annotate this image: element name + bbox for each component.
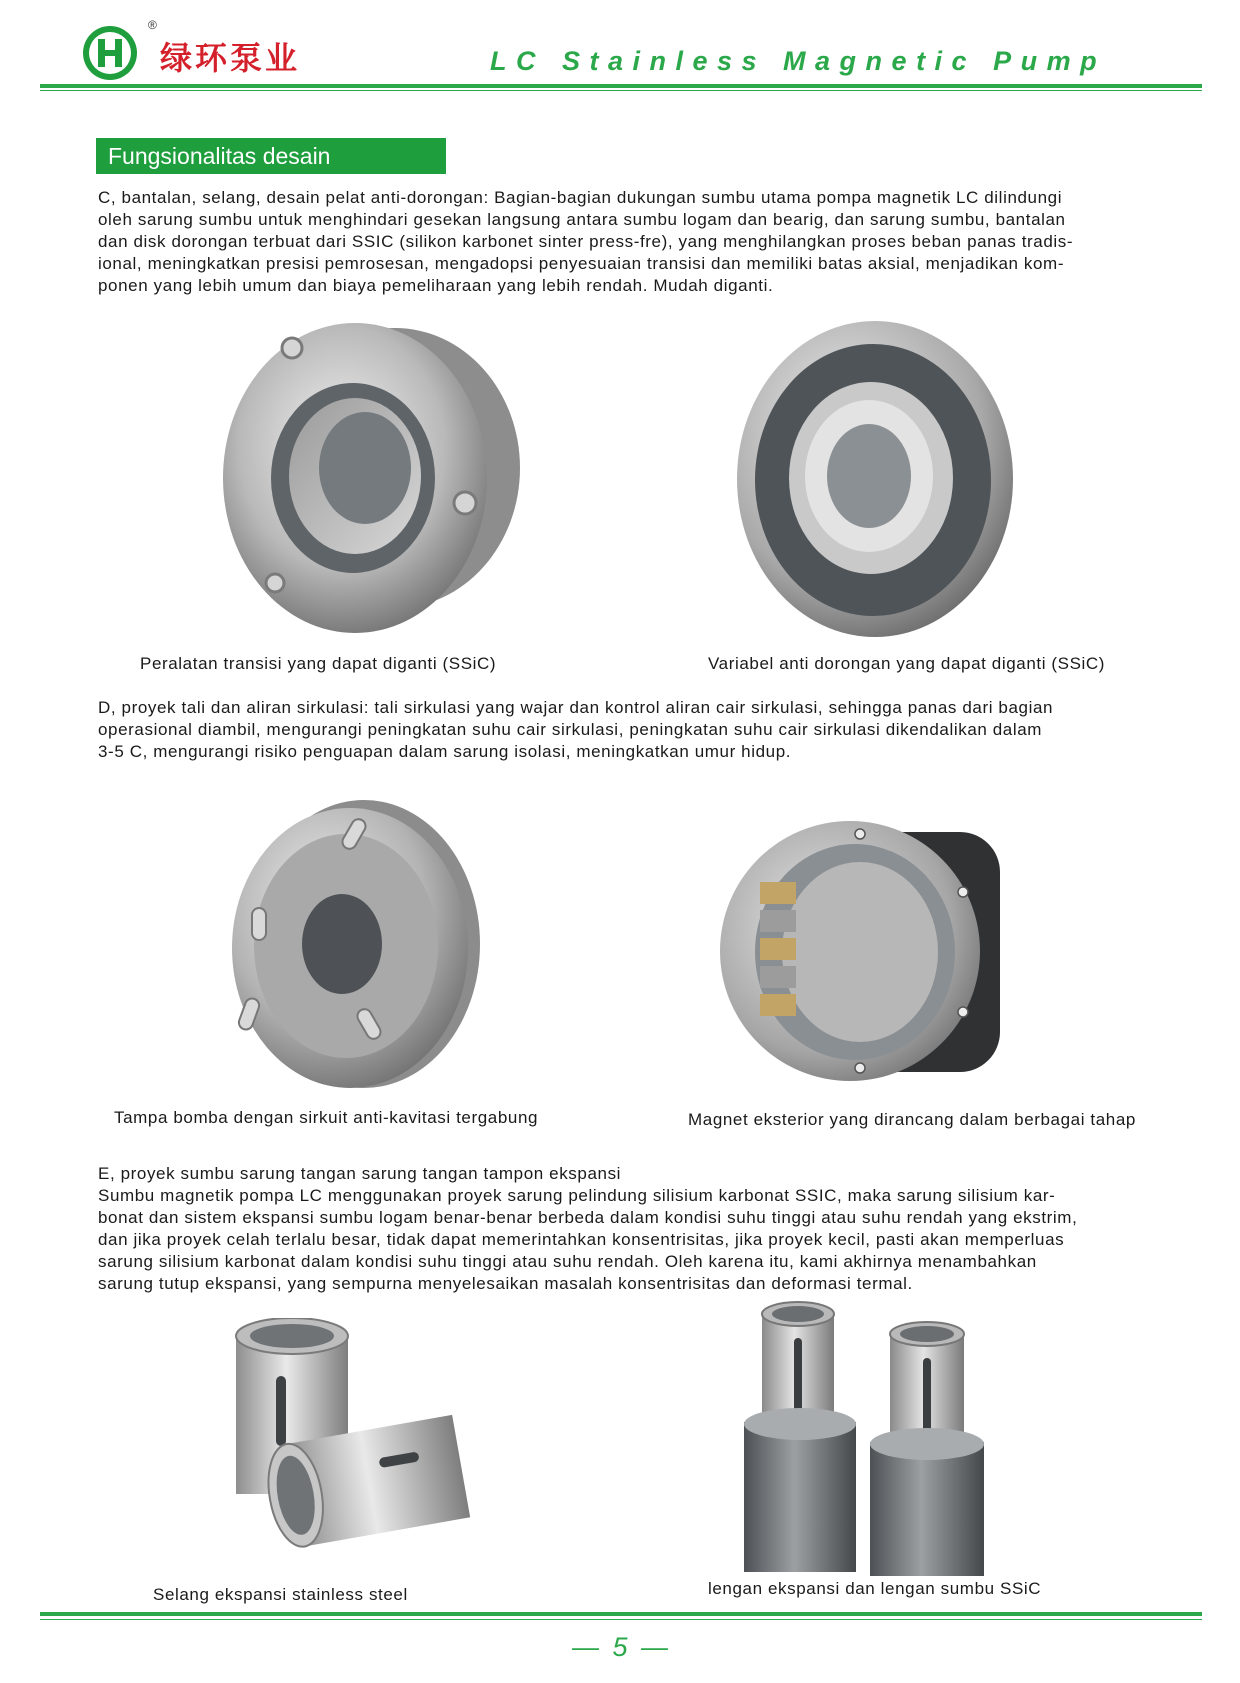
paragraph-line: dan jika proyek celah terlalu besar, tidak dapat memerintahkan konsentrisitas, jika proyek kecil, pasti akan memperluas xyxy=(98,1230,1065,1249)
company-logo xyxy=(82,25,138,81)
exterior-magnet-photo xyxy=(710,812,1010,1090)
caption-anti-thrust: Variabel anti dorongan yang dapat diganti (SSiC) xyxy=(708,654,1106,673)
page-number-dash-right: — xyxy=(641,1632,669,1662)
transition-bearing-photo xyxy=(215,318,535,640)
page-number-dash-left: — xyxy=(571,1632,599,1662)
paragraph-line: oleh sarung sumbu untuk menghindari gesekan langsung antara sumbu logam dan bearig, dan sarung sumbu, bantalan xyxy=(98,210,1066,229)
ssic-expansion-sleeves-photo xyxy=(740,1298,990,1580)
paragraph-line: sarung tutup ekspansi, yang sempurna menyelesaikan masalah konsentrisitas dan deformasi termal. xyxy=(98,1274,913,1293)
paragraph-line: Sumbu magnetik pompa LC menggunakan proyek sarung pelindung silisium karbonat SSIC, maka sarung silisium kar- xyxy=(98,1186,1056,1205)
caption-ssic-sleeves: lengan ekspansi dan lengan sumbu SSiC xyxy=(708,1579,1042,1598)
footer-rule-thin xyxy=(40,1619,1202,1620)
paragraph-line: bonat dan sistem ekspansi sumbu logam benar-benar berbeda dalam kondisi suhu tinggi atau suhu rendah yang ekstrim, xyxy=(98,1208,1078,1227)
paragraph-line: E, proyek sumbu sarung tangan sarung tangan tampon ekspansi xyxy=(98,1164,622,1183)
header-title: LC Stainless Magnetic Pump xyxy=(490,46,1107,76)
section-title: Fungsionalitas desain xyxy=(96,138,446,174)
brand-name: 绿环泵业 xyxy=(160,39,301,77)
page-number xyxy=(0,1632,1240,1663)
header-rule xyxy=(40,84,1202,88)
paragraph-line: D, proyek tali dan aliran sirkulasi: tali sirkulasi yang wajar dan kontrol aliran cair sirkulasi, sehingga panas dari bagian xyxy=(98,698,1054,717)
caption-expansion-sleeve: Selang ekspansi stainless steel xyxy=(153,1585,408,1604)
paragraph-line: dan disk dorongan terbuat dari SSIC (silikon karbonet sinter press-fre), yang menghilangkan proses beban panas tradis- xyxy=(98,232,1074,251)
paragraph-line: ponen yang lebih umum dan biaya pemeliharaan yang lebih rendah. Mudah diganti. xyxy=(98,276,774,295)
page-number-value: 5 xyxy=(612,1632,628,1662)
footer-rule xyxy=(40,1612,1202,1616)
expansion-sleeve-photo xyxy=(232,1318,472,1572)
paragraph-e xyxy=(98,1163,1158,1295)
pump-cover-photo xyxy=(222,798,482,1090)
paragraph-line: ional, meningkatkan presisi pemrosesan, mengadopsi penyesuaian transisi dan memiliki batas aksial, menjadikan kom- xyxy=(98,254,1065,273)
registered-mark: ® xyxy=(148,18,157,32)
paragraph-d xyxy=(98,697,1158,763)
anti-thrust-disc-photo xyxy=(735,318,1015,640)
paragraph-line: C, bantalan, selang, desain pelat anti-dorongan: Bagian-bagian dukungan sumbu utama pompa magnetik LC dilindungi xyxy=(98,188,1063,207)
paragraph-c xyxy=(98,187,1158,297)
paragraph-line: operasional diambil, mengurangi peningkatan suhu cair sirkulasi, peningkatan suhu cair sirkulasi dikendalikan dalam xyxy=(98,720,1043,739)
caption-exterior-magnet: Magnet eksterior yang dirancang dalam berbagai tahap xyxy=(688,1110,1136,1129)
caption-transition-bearing: Peralatan transisi yang dapat diganti (SSiC) xyxy=(140,654,497,673)
caption-pump-cover: Tampa bomba dengan sirkuit anti-kavitasi tergabung xyxy=(114,1108,539,1127)
paragraph-line: 3-5 C, mengurangi risiko penguapan dalam sarung isolasi, meningkatkan umur hidup. xyxy=(98,742,792,761)
paragraph-line: sarung silisium karbonat dalam kondisi suhu tinggi atau suhu rendah. Oleh karena itu, kami akhirnya menambahkan xyxy=(98,1252,1037,1271)
header-rule-thin xyxy=(40,90,1202,91)
